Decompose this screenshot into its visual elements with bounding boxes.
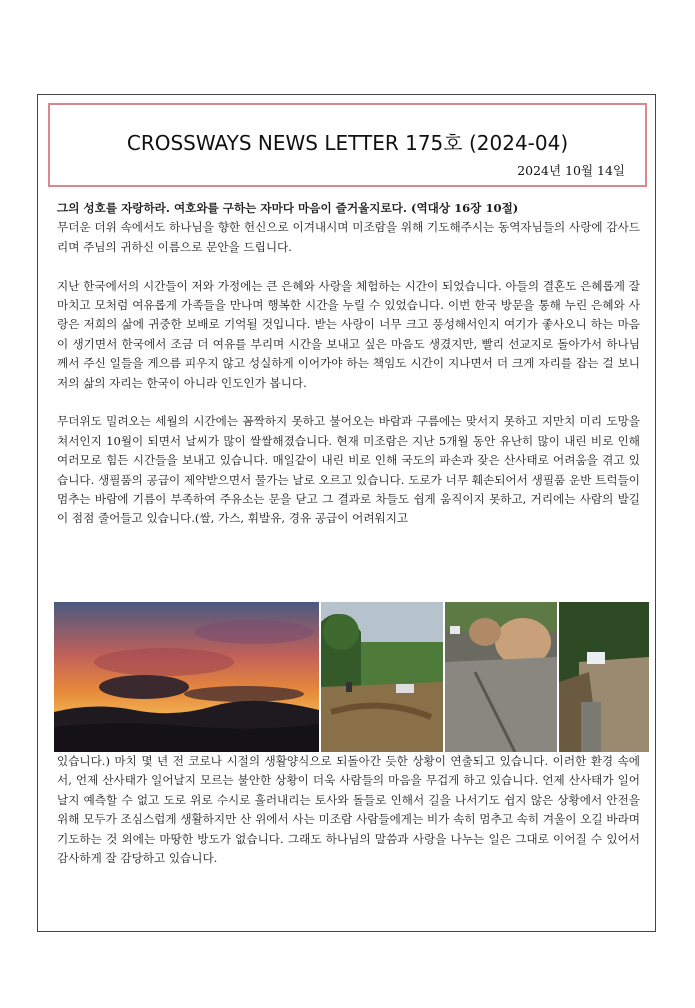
paragraph-weather: 무더위도 밀려오는 세월의 시간에는 꼼짝하지 못하고 불어오는 바람과 구름에는 맞서지 못하고 지만치 미리 도망을 쳐서인지 10월이 되면서 날씨가 많이 쌀쌀해졌습니다. 현재 미조람은 지난 5개월 동안 유난히 많이 내린 비로 인해 여러모로 힘든 시간들을 보내고 있습니다. 매일같이 내린 비로 인해 국도의 파손과 잦은 산사태로 어려움을 겪고 있습니다. 생필품의 공급이 제약받으면서 물가는 날로 오르고 있습니다. 도로가 너무 훼손되어서 생필품 운반 트럭들이 멈추는 바람에 기름이 부족하여 주유소는 문을 닫고 그 결과로 차들도 쉽게 움직이지 못하고, 거리에는 사람의 발길이 점점 줄어들고 있습니다.(쌀, 가스, 휘발유, 경유 공급이 어려워지고 bbox=[57, 414, 640, 526]
greeting-paragraph: 무더운 더위 속에서도 하나님을 향한 헌신으로 이겨내시며 미조람을 위해 기도해주시는 동역자님들의 사랑에 감사드리며 주님의 귀하신 이름으로 문안을 드립니다. bbox=[57, 220, 640, 254]
bible-verse: 그의 성호를 자랑하라. 여호와를 구하는 자마다 마음이 즐거울지로다. (역대상 16장 10절) bbox=[57, 201, 519, 215]
newsletter-title: CROSSWAYS NEWS LETTER 175호 (2024-04) bbox=[126, 131, 569, 155]
paragraph-korea-visit: 지난 한국에서의 시간들이 저와 가정에는 큰 은혜와 사랑을 체험하는 시간이 되었습니다. 아들의 결혼도 은혜롭게 잘 마치고 모처럼 여유롭게 가족들을 만나며 행복한 시간을 누릴 수 있었습니다. 이번 한국 방문을 통해 누린 은혜와 사랑은 저희의 삶에 귀중한 보배로 기억될 것입니다. 받는 사랑이 너무 크고 풍성해서인지 여기가 좋사오니 하는 마음이 생기면서 한국에서 조금 더 여유를 부리며 시간을 보내고 싶은 마음도 생겼지만, 빨리 선교지로 돌아가서 하나님께서 주신 일들을 게으름 피우지 않고 성실하게 이어가야 하는 책임도 시간이 지나면서 더 크게 자리를 잡는 걸 보니 저의 삶의 자리는 한국이 아니라 인도인가 봅니다. bbox=[57, 278, 640, 390]
sunset-photo bbox=[54, 602, 319, 752]
title-box bbox=[48, 103, 647, 187]
photo-strip bbox=[54, 602, 649, 752]
flooded-road-photo bbox=[559, 602, 649, 752]
letter-body-bottom bbox=[57, 752, 640, 868]
issue-date: 2024년 10월 14일 bbox=[517, 163, 625, 178]
landslide-rocks-photo bbox=[445, 602, 557, 752]
letter-body-top bbox=[57, 199, 640, 529]
road-mud-photo bbox=[321, 602, 443, 752]
paragraph-landslides: 있습니다.) 마치 몇 년 전 코로나 시절의 생활양식으로 되돌아간 듯한 상황이 연출되고 있습니다. 이러한 환경 속에서, 언제 산사태가 일어날지 모르는 불안한 상황이 더욱 사람들의 마음을 무겁게 하고 있습니다. 언제 산사태가 일어날지 예측할 수 없고 도로 위로 수시로 흘러내리는 토사와 돌들로 인해서 길을 나서기도 쉽지 않은 상황에서 안전을 위해 모두가 조심스럽게 생활하지만 산 위에서 사는 미조람 사람들에게는 비가 속히 멈추고 속히 겨울이 오길 바라며 기도하는 것 외에는 마땅한 방도가 없습니다. 그래도 하나님의 말씀과 사랑을 나누는 일은 그대로 이어질 수 있어서 감사하게 잘 감당하고 있습니다. bbox=[57, 754, 640, 866]
